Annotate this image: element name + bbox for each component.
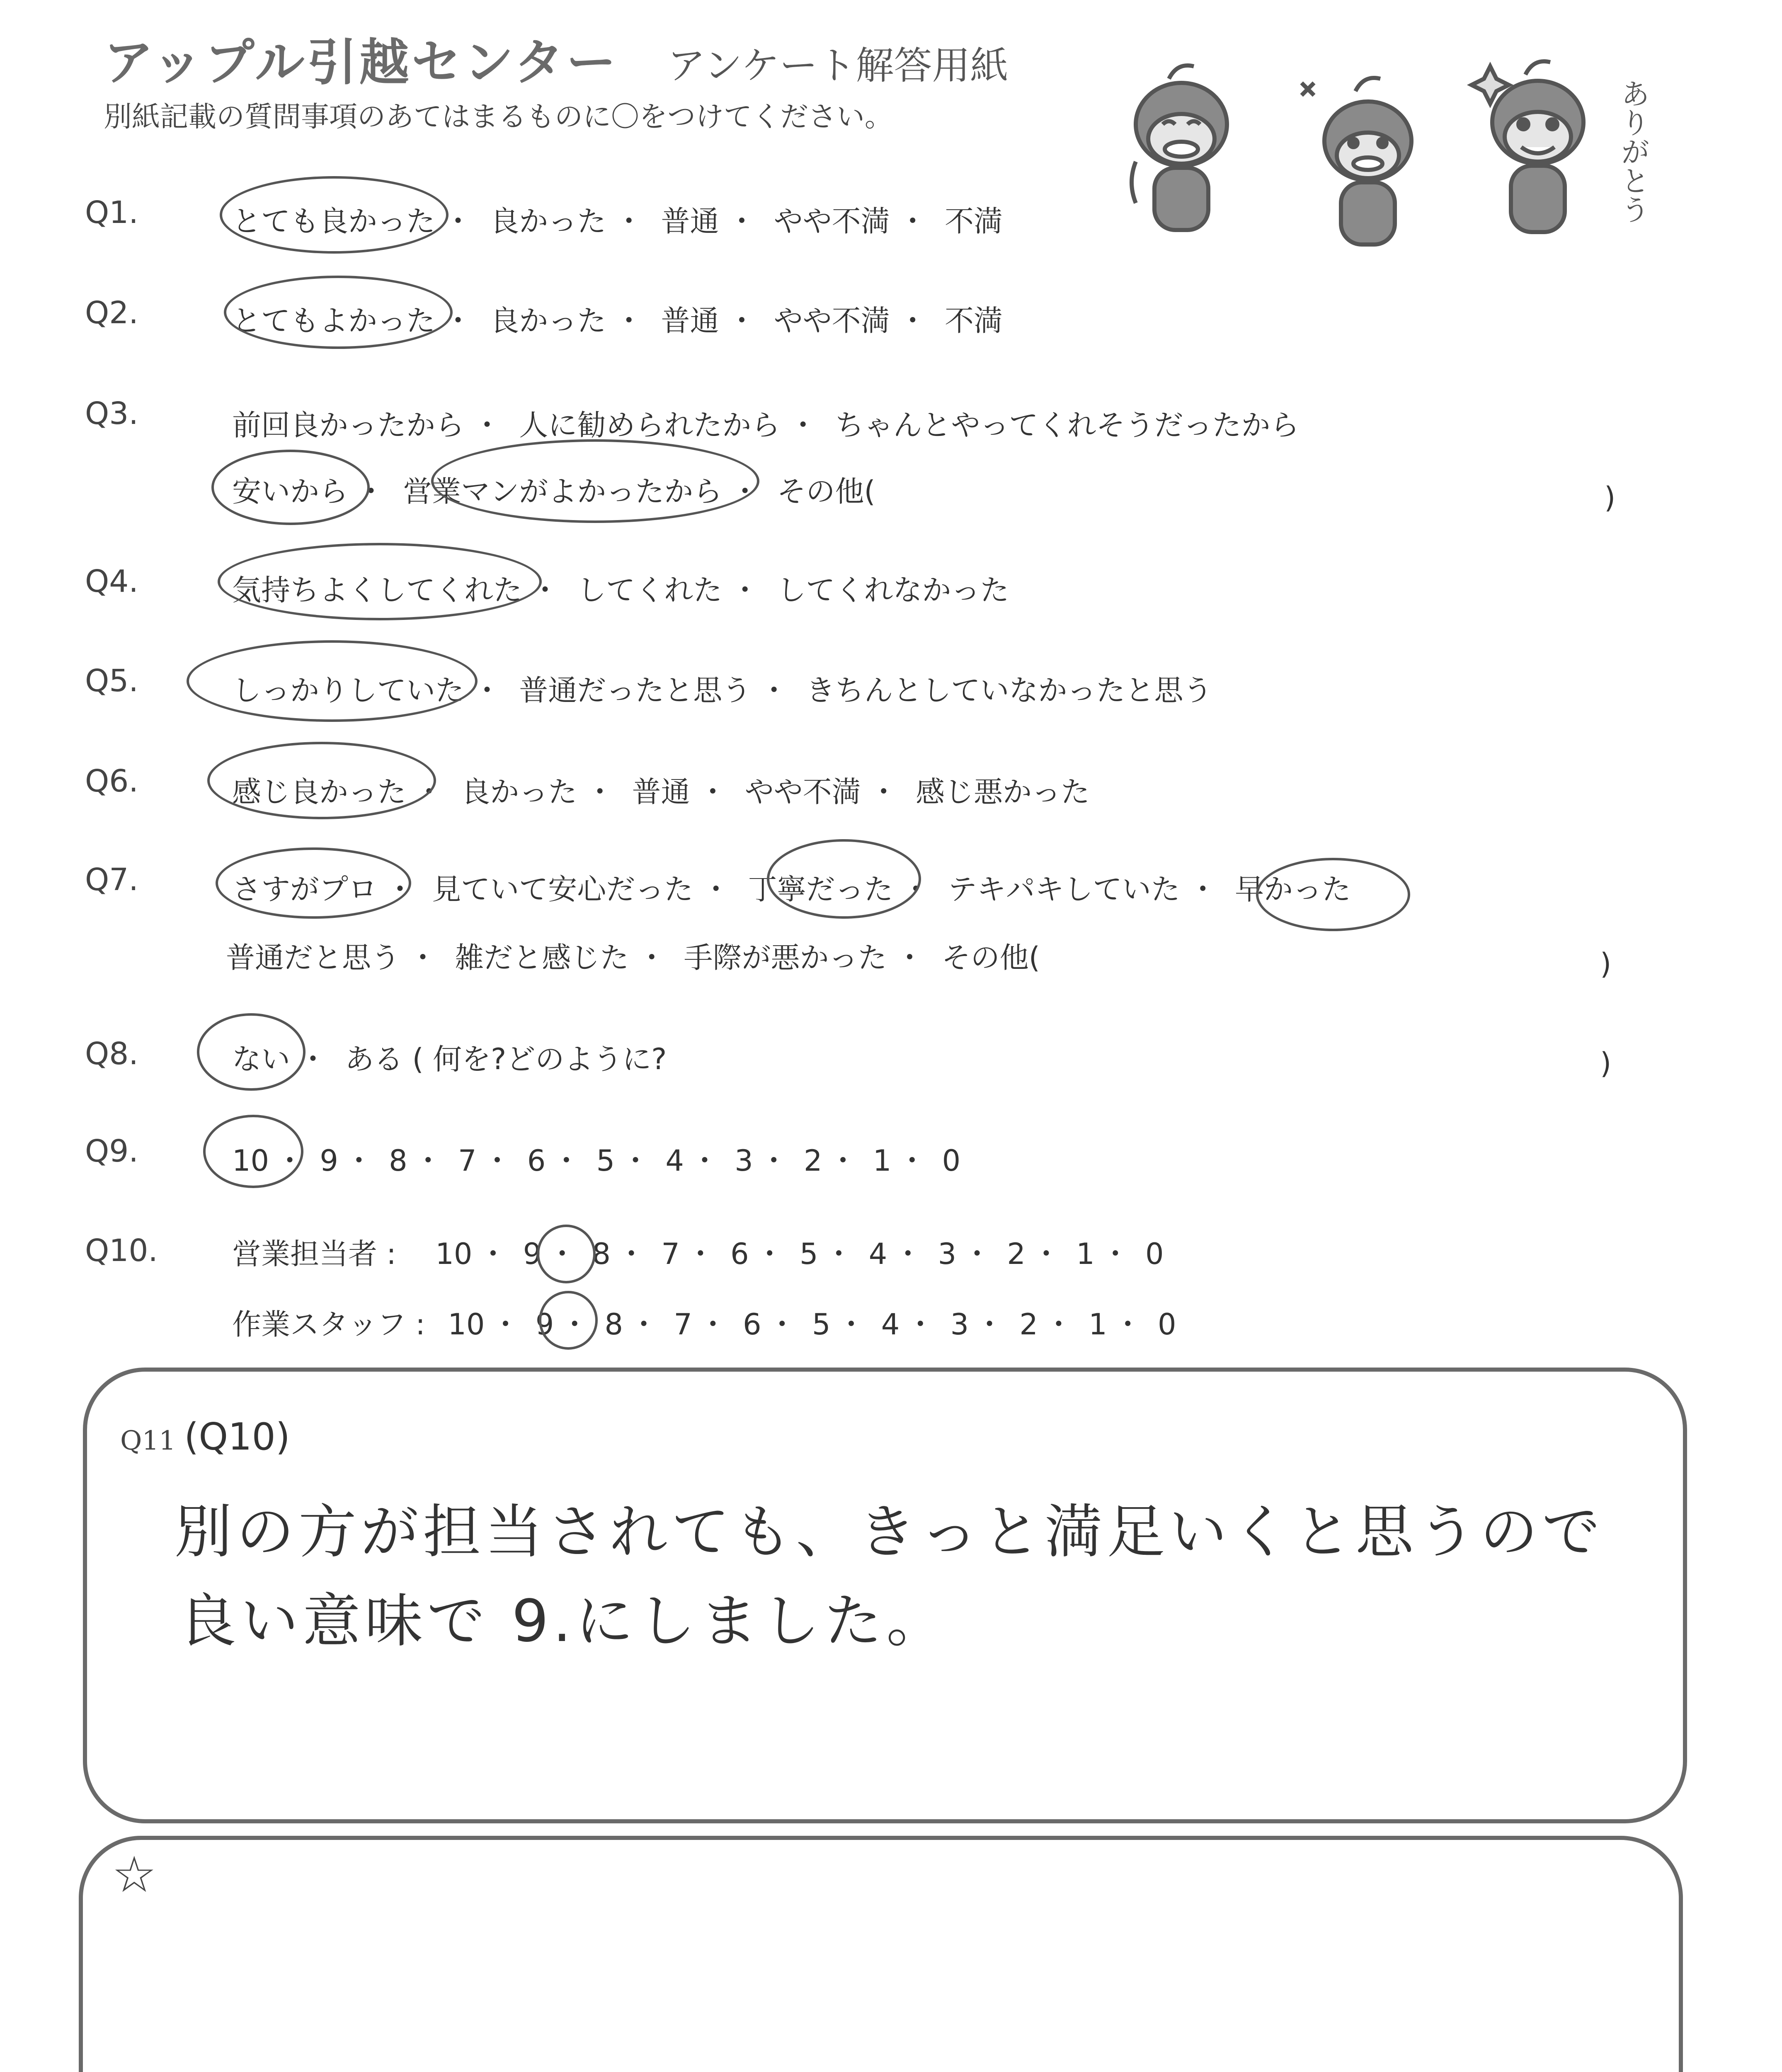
q10-staff-option[interactable]: 2 (1019, 1307, 1038, 1341)
form-title: アップル引越センター (104, 34, 618, 92)
q10-staff-row: 作業スタッフ : 10 ・ 9 ・ 8 ・ 7 ・ 6 ・ 5 ・ 4 ・ 3 ・ 2 ・ 1 ・ 0 (232, 1307, 1176, 1341)
q11-answer-line2: 良い意味で 9.にしました。 (178, 1588, 949, 1655)
q9-option[interactable]: 4 (665, 1144, 684, 1178)
answer-circle (187, 640, 478, 722)
q10-sales-option[interactable]: 6 (730, 1237, 749, 1271)
q10-sales-option[interactable]: 9 (523, 1237, 542, 1271)
q10-staff-option[interactable]: 9 (535, 1307, 554, 1341)
q4-option[interactable]: してくれなかった (777, 573, 1009, 607)
q7-label: Q7. (85, 862, 138, 898)
q10-staff-option[interactable]: 8 (604, 1307, 623, 1341)
q10-staff-option[interactable]: 0 (1158, 1307, 1176, 1341)
q8-close-paren: ) (1600, 1046, 1612, 1080)
q5-option[interactable]: しっかりしていた (232, 673, 464, 707)
q6-option[interactable]: やや不満 (744, 775, 861, 809)
answer-circle (207, 742, 436, 819)
q3-close-paren: ) (1604, 481, 1616, 515)
q11-label-text: Q11 (120, 1426, 176, 1456)
answer-circle (431, 439, 759, 523)
q4-options: 気持ちよくしてくれた ・ してくれた ・ してくれなかった (232, 573, 1009, 607)
q10-staff-option[interactable]: 10 (448, 1307, 485, 1341)
answer-circle (216, 847, 411, 919)
q10-sales-option[interactable]: 10 (435, 1237, 473, 1271)
q10-sales-option[interactable]: 2 (1007, 1237, 1026, 1271)
q6-option[interactable]: 感じ悪かった (916, 775, 1090, 809)
form-subtitle: アンケート解答用紙 (667, 44, 1009, 88)
q11-label (120, 1415, 290, 1459)
q10-sales-option[interactable]: 0 (1145, 1237, 1164, 1271)
star-icon: ☆ (112, 1846, 157, 1904)
q10-staff-label: 作業スタッフ : (232, 1307, 425, 1341)
q11-answer-line1: 別の方が担当されても、きっと満足いくと思うので (174, 1498, 1605, 1566)
q5-option[interactable]: 普通だったと思う (519, 673, 752, 707)
q10-sales-option[interactable]: 8 (592, 1237, 611, 1271)
answer-circle (1256, 858, 1410, 931)
q1-option[interactable]: 良かった (490, 204, 606, 238)
q10-sales-option[interactable]: 5 (799, 1237, 818, 1271)
star-comment-box (79, 1836, 1683, 2072)
q7-option[interactable]: 手際が悪かった (684, 941, 887, 975)
q5-option[interactable]: きちんとしていなかったと思う (806, 673, 1212, 707)
answer-circle (224, 276, 453, 349)
q10-staff-option[interactable]: 7 (674, 1307, 692, 1341)
q1-option[interactable]: やや不満 (773, 204, 890, 238)
answer-circle (767, 839, 921, 919)
q10-sales-row: 営業担当者 : 10 ・ 9 ・ 8 ・ 7 ・ 6 ・ 5 ・ 4 ・ 3 ・ 2 ・ 1 ・ 0 (232, 1237, 1164, 1271)
mascot-caption: ありがとう (1616, 79, 1650, 224)
q10-staff-option[interactable]: 4 (881, 1307, 900, 1341)
q6-label: Q6. (85, 763, 138, 799)
q7-option[interactable]: 普通だと思う (226, 941, 400, 975)
q3-label: Q3. (85, 396, 138, 431)
answer-circle (539, 1291, 598, 1350)
q9-options: 10 ・ 9 ・ 8 ・ 7 ・ 6 ・ 5 ・ 4 ・ 3 ・ 2 ・ 1 ・ 0 (232, 1144, 961, 1178)
mascot-illustration (1119, 54, 1679, 269)
instruction-text: 別紙記載の質問事項のあてはまるものに〇をつけてください。 (104, 101, 893, 133)
q1-option[interactable]: 普通 (661, 204, 719, 238)
answer-circle (537, 1225, 596, 1283)
answer-circle (197, 1013, 305, 1091)
monkey-icon (1132, 65, 1227, 230)
q3-option[interactable]: ちゃんとやってくれそうだったから (835, 408, 1300, 442)
q9-option[interactable]: 5 (596, 1144, 615, 1178)
q8-option[interactable]: ない (232, 1042, 290, 1076)
q2-options: とてもよかった ・ 良かった ・ 普通 ・ やや不満 ・ 不満 (232, 304, 1003, 338)
q8-options: ない ・ ある ( 何を?どのように? (232, 1042, 667, 1076)
q2-option[interactable]: やや不満 (773, 304, 890, 338)
q6-option[interactable]: 普通 (632, 775, 690, 809)
q1-option[interactable]: とても良かった (232, 204, 435, 238)
q3-option[interactable]: 営業マンがよかったから (403, 474, 722, 508)
q4-label: Q4. (85, 564, 138, 599)
q9-option[interactable]: 6 (527, 1144, 546, 1178)
q9-option[interactable]: 1 (873, 1144, 892, 1178)
q2-option[interactable]: 良かった (490, 304, 606, 338)
q8-label: Q8. (85, 1036, 138, 1072)
q6-option[interactable]: 感じ良かった (232, 775, 406, 809)
q10-staff-option[interactable]: 5 (812, 1307, 831, 1341)
q6-options: 感じ良かった ・ 良かった ・ 普通 ・ やや不満 ・ 感じ悪かった (232, 775, 1090, 809)
q9-label: Q9. (85, 1133, 138, 1169)
q9-option[interactable]: 3 (735, 1144, 753, 1178)
q7-option[interactable]: 丁寧だった (748, 872, 893, 906)
q7-option[interactable]: テキパキしていた (948, 872, 1180, 906)
q9-option[interactable]: 2 (804, 1144, 822, 1178)
q3-options-row2: 安いから ・ 営業マンがよかったから ・ その他( (232, 474, 875, 508)
monkey-icon (1472, 61, 1583, 232)
q9-option[interactable]: 10 (232, 1144, 269, 1178)
q4-option[interactable]: してくれた (577, 573, 722, 607)
q10-staff-option[interactable]: 6 (743, 1307, 761, 1341)
q7-options-row1: さすがプロ ・ 見ていて安心だった ・ 丁寧だった ・ テキパキしていた ・ 早かった (232, 872, 1351, 906)
q1-option[interactable]: 不満 (945, 204, 1003, 238)
q7-option[interactable]: その他( (941, 941, 1040, 975)
answer-circle (218, 543, 542, 620)
q10-sales-option[interactable]: 1 (1076, 1237, 1095, 1271)
q10-staff-option[interactable]: 1 (1089, 1307, 1107, 1341)
q7-option[interactable]: 雑だと感じた (455, 941, 629, 975)
answer-circle (220, 176, 449, 254)
q10-sales-label: 営業担当者 : (232, 1237, 396, 1271)
q5-label: Q5. (85, 663, 138, 699)
q2-option[interactable]: 普通 (661, 304, 719, 338)
q3-option[interactable]: 前回良かったから (232, 408, 464, 442)
q7-option[interactable]: 早かった (1235, 872, 1351, 906)
q9-option[interactable]: 8 (389, 1144, 407, 1178)
answer-circle (203, 1115, 303, 1188)
q10-sales-option[interactable]: 3 (938, 1237, 957, 1271)
q9-option[interactable]: 7 (458, 1144, 477, 1178)
q9-option[interactable]: 0 (942, 1144, 961, 1178)
q3-option[interactable]: その他( (777, 474, 875, 508)
q1-label: Q1. (85, 195, 138, 230)
q3-option[interactable]: 人に勧められたから (519, 408, 781, 442)
monkey-icon (1302, 78, 1411, 244)
q7-option[interactable]: さすがプロ (232, 872, 377, 906)
q7-close-paren: ) (1600, 947, 1612, 981)
q10-sales-option[interactable]: 4 (868, 1237, 887, 1271)
answer-circle (211, 450, 370, 525)
q10-label: Q10. (85, 1233, 158, 1268)
q11-note: (Q10) (184, 1415, 290, 1459)
q8-option[interactable]: ある ( 何を?どのように? (345, 1042, 667, 1076)
q1-options: とても良かった ・ 良かった ・ 普通 ・ やや不満 ・ 不満 (232, 204, 1003, 238)
q6-option[interactable]: 良かった (461, 775, 577, 809)
q2-label: Q2. (85, 295, 138, 331)
q7-options-row2: 普通だと思う ・ 雑だと感じた ・ 手際が悪かった ・ その他( (226, 941, 1040, 975)
q3-option[interactable]: 安いから (232, 474, 348, 508)
q4-option[interactable]: 気持ちよくしてくれた (232, 573, 522, 607)
q9-option[interactable]: 9 (320, 1144, 338, 1178)
q2-option[interactable]: 不満 (945, 304, 1003, 338)
q5-options: しっかりしていた ・ 普通だったと思う ・ きちんとしていなかったと思う (232, 673, 1212, 707)
q7-option[interactable]: 見ていて安心だった (432, 872, 693, 906)
q2-option[interactable]: とてもよかった (232, 304, 435, 338)
q10-sales-option[interactable]: 7 (661, 1237, 680, 1271)
q3-options-row1: 前回良かったから ・ 人に勧められたから ・ ちゃんとやってくれそうだったから (232, 408, 1300, 442)
q10-staff-option[interactable]: 3 (950, 1307, 969, 1341)
